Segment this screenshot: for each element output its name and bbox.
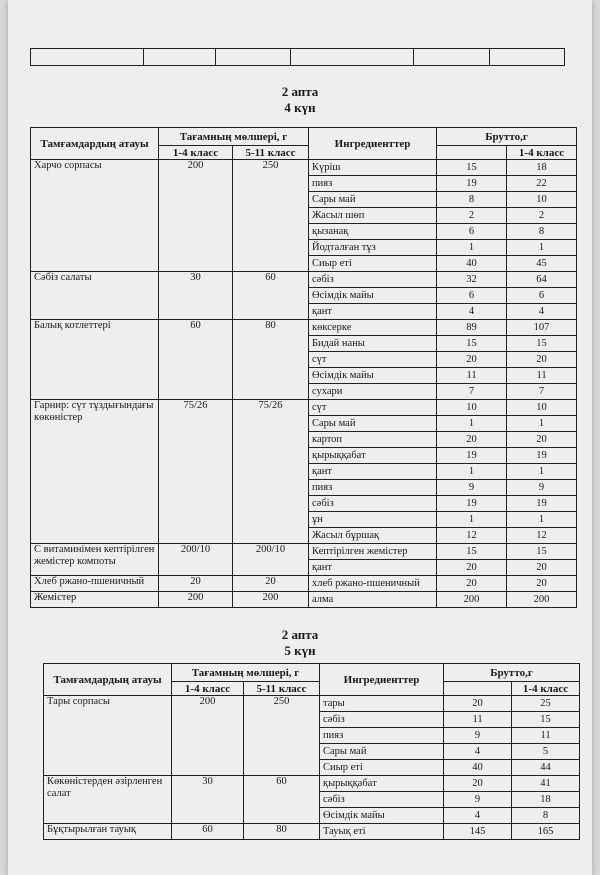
ingredient-name: хлеб ржано-пшеничный — [309, 576, 437, 592]
brutto-value-1: 40 — [444, 760, 512, 776]
ingredient-name: Өсімдік майы — [309, 288, 437, 304]
document-page — [8, 0, 592, 875]
ingredient-name: қызанақ — [309, 224, 437, 240]
day5-menu-table — [43, 663, 580, 840]
dish-name: Балық котлеттері — [31, 320, 159, 400]
portion-grade2: 200 — [233, 592, 309, 608]
grade2-header: 5-11 класс — [233, 146, 309, 160]
brutto-value-2: 19 — [507, 448, 577, 464]
ingredients-header: Ингредиенттер — [309, 128, 437, 160]
brutto-value-2: 20 — [507, 560, 577, 576]
ingredients-header: Ингредиенттер — [320, 664, 444, 696]
brutto-value-2: 11 — [507, 368, 577, 384]
ingredient-row — [44, 776, 580, 792]
brutto-value-1: 11 — [444, 712, 512, 728]
brutto-value-2: 15 — [512, 712, 580, 728]
day5-body — [44, 696, 580, 840]
brutto-value-2: 22 — [507, 176, 577, 192]
brutto-value-1: 20 — [437, 432, 507, 448]
brutto-value-1: 200 — [437, 592, 507, 608]
brutto-value-2: 5 — [512, 744, 580, 760]
portion-grade2: 80 — [233, 320, 309, 400]
brutto-value-1: 9 — [437, 480, 507, 496]
brutto-value-1: 19 — [437, 176, 507, 192]
portion-grade1: 200/10 — [159, 544, 233, 576]
brutto-value-1: 4 — [444, 744, 512, 760]
ingredient-name: сүт — [309, 352, 437, 368]
brutto-value-1: 20 — [437, 352, 507, 368]
portion-grade1: 200 — [172, 696, 244, 776]
brutto-value-2: 18 — [512, 792, 580, 808]
ingredient-name: қант — [309, 560, 437, 576]
brutto-header: Брутто,г — [444, 664, 580, 682]
brutto-value-1: 20 — [437, 560, 507, 576]
portion-grade1: 60 — [172, 824, 244, 840]
brutto-value-1: 20 — [444, 776, 512, 792]
dish-name: Гарнир: сүт тұздығындағы көкөністер — [31, 400, 159, 544]
portion-grade2: 60 — [244, 776, 320, 824]
ingredient-row — [31, 400, 577, 416]
grade1-header: 1-4 класс — [159, 146, 233, 160]
brutto-value-1: 12 — [437, 528, 507, 544]
ingredient-name: Тауық еті — [320, 824, 444, 840]
portion-grade1: 60 — [159, 320, 233, 400]
ingredient-name: Йодталған тұз — [309, 240, 437, 256]
ingredient-row — [44, 824, 580, 840]
portion-grade2: 20 — [233, 576, 309, 592]
dish-name: Сәбіз салаты — [31, 272, 159, 320]
dish-header: Тамғамдардың атауы — [31, 128, 159, 160]
grade1-header: 1-4 класс — [172, 682, 244, 696]
brutto-value-2: 2 — [507, 208, 577, 224]
ingredient-name: Бидай наны — [309, 336, 437, 352]
ingredient-row — [31, 592, 577, 608]
brutto-value-1: 15 — [437, 336, 507, 352]
dish-header: Тамғамдардың атауы — [44, 664, 172, 696]
ingredient-name: пияз — [309, 480, 437, 496]
brutto-header: Брутто,г — [437, 128, 577, 146]
brutto-value-2: 200 — [507, 592, 577, 608]
ingredient-name: сухари — [309, 384, 437, 400]
brutto-value-2: 6 — [507, 288, 577, 304]
ingredient-row — [31, 576, 577, 592]
ingredient-name: Сиыр еті — [309, 256, 437, 272]
brutto-value-2: 20 — [507, 352, 577, 368]
day4-body — [31, 160, 577, 608]
brutto-value-1: 4 — [444, 808, 512, 824]
brutto-value-2: 165 — [512, 824, 580, 840]
ingredient-name: Өсімдік майы — [309, 368, 437, 384]
ingredient-name: көксерке — [309, 320, 437, 336]
dish-name: Хлеб ржано-пшеничный — [31, 576, 159, 592]
portion-grade1: 30 — [159, 272, 233, 320]
portion-grade2: 250 — [233, 160, 309, 272]
brutto-value-2: 45 — [507, 256, 577, 272]
ingredient-name: алма — [309, 592, 437, 608]
ingredient-name: ұн — [309, 512, 437, 528]
brutto-value-2: 18 — [507, 160, 577, 176]
dish-name: Бұқтырылған тауық — [44, 824, 172, 840]
portion-grade2: 200/10 — [233, 544, 309, 576]
ingredient-name: сәбіз — [320, 792, 444, 808]
brutto-value-1: 145 — [444, 824, 512, 840]
dish-name: Көкөністерден әзірленген салат — [44, 776, 172, 824]
brutto-value-1: 8 — [437, 192, 507, 208]
brutto-value-1: 32 — [437, 272, 507, 288]
ingredient-row — [44, 696, 580, 712]
brutto-value-2: 107 — [507, 320, 577, 336]
brutto-value-2: 4 — [507, 304, 577, 320]
brutto-value-2: 44 — [512, 760, 580, 776]
brutto-value-2: 7 — [507, 384, 577, 400]
ingredient-name: Жасыл шөп — [309, 208, 437, 224]
brutto-col-empty — [444, 682, 512, 696]
week-heading-1: 2 апта — [281, 84, 319, 99]
ingredient-name: Сиыр еті — [320, 760, 444, 776]
ingredient-name: тары — [320, 696, 444, 712]
portion-grade2: 250 — [244, 696, 320, 776]
brutto-value-2: 12 — [507, 528, 577, 544]
brutto-value-1: 9 — [444, 792, 512, 808]
ingredient-name: қырыққабат — [309, 448, 437, 464]
ingredient-name: сүт — [309, 400, 437, 416]
brutto-value-1: 20 — [444, 696, 512, 712]
brutto-value-1: 9 — [444, 728, 512, 744]
previous-table-fragment — [30, 48, 565, 66]
portion-grade1: 200 — [159, 160, 233, 272]
ingredient-name: сәбіз — [320, 712, 444, 728]
ingredient-name: пияз — [320, 728, 444, 744]
brutto-value-2: 1 — [507, 240, 577, 256]
ingredient-name: Жасыл бұршақ — [309, 528, 437, 544]
portion-grade2: 60 — [233, 272, 309, 320]
brutto-value-1: 89 — [437, 320, 507, 336]
brutto-value-1: 1 — [437, 416, 507, 432]
dish-name: С витаминімен кептірілген жемістер компоты — [31, 544, 159, 576]
portion-grade1: 75/26 — [159, 400, 233, 544]
brutto-value-1: 11 — [437, 368, 507, 384]
brutto-value-2: 10 — [507, 192, 577, 208]
brutto-value-1: 40 — [437, 256, 507, 272]
brutto-value-1: 2 — [437, 208, 507, 224]
ingredient-name: картоп — [309, 432, 437, 448]
ingredient-name: сәбіз — [309, 496, 437, 512]
ingredient-row — [31, 160, 577, 176]
portion-header: Тағамның мөлшері, г — [172, 664, 320, 682]
brutto-value-2: 19 — [507, 496, 577, 512]
ingredient-name: Өсімдік майы — [320, 808, 444, 824]
brutto-value-2: 25 — [512, 696, 580, 712]
ingredient-name: Сары май — [309, 416, 437, 432]
ingredient-name: қырыққабат — [320, 776, 444, 792]
day4-menu-table — [30, 127, 577, 608]
ingredient-row — [31, 272, 577, 288]
brutto-value-2: 41 — [512, 776, 580, 792]
brutto-col-empty — [437, 146, 507, 160]
portion-header: Тағамның мөлшері, г — [159, 128, 309, 146]
brutto-value-1: 10 — [437, 400, 507, 416]
brutto-value-1: 6 — [437, 288, 507, 304]
brutto-value-2: 1 — [507, 416, 577, 432]
brutto-value-1: 7 — [437, 384, 507, 400]
brutto-value-2: 20 — [507, 432, 577, 448]
ingredient-row — [31, 320, 577, 336]
brutto-value-2: 15 — [507, 544, 577, 560]
brutto-value-1: 19 — [437, 448, 507, 464]
ingredient-name: Сары май — [320, 744, 444, 760]
brutto-value-1: 1 — [437, 512, 507, 528]
brutto-value-1: 1 — [437, 240, 507, 256]
portion-grade2: 75/26 — [233, 400, 309, 544]
portion-grade2: 80 — [244, 824, 320, 840]
week-heading-2: 2 апта — [281, 627, 319, 642]
brutto-value-1: 1 — [437, 464, 507, 480]
brutto-value-2: 15 — [507, 336, 577, 352]
ingredient-name: қант — [309, 304, 437, 320]
ingredient-name: Сары май — [309, 192, 437, 208]
day4-heading: 4 күн — [284, 100, 316, 115]
brutto-grade-header: 1-4 класс — [512, 682, 580, 696]
brutto-value-2: 8 — [512, 808, 580, 824]
brutto-value-1: 15 — [437, 544, 507, 560]
brutto-grade-header: 1-4 класс — [507, 146, 577, 160]
dish-name: Тары сорпасы — [44, 696, 172, 776]
brutto-value-2: 20 — [507, 576, 577, 592]
brutto-value-2: 8 — [507, 224, 577, 240]
brutto-value-1: 20 — [437, 576, 507, 592]
brutto-value-1: 15 — [437, 160, 507, 176]
portion-grade1: 30 — [172, 776, 244, 824]
ingredient-row — [31, 544, 577, 560]
portion-grade1: 20 — [159, 576, 233, 592]
dish-name: Жемістер — [31, 592, 159, 608]
brutto-value-2: 10 — [507, 400, 577, 416]
ingredient-name: Күріш — [309, 160, 437, 176]
ingredient-name: қант — [309, 464, 437, 480]
brutto-value-2: 1 — [507, 464, 577, 480]
brutto-value-2: 9 — [507, 480, 577, 496]
ingredient-name: пияз — [309, 176, 437, 192]
ingredient-name: сәбіз — [309, 272, 437, 288]
ingredient-name: Кептірілген жемістер — [309, 544, 437, 560]
day5-heading: 5 күн — [284, 643, 316, 658]
brutto-value-2: 64 — [507, 272, 577, 288]
brutto-value-1: 4 — [437, 304, 507, 320]
brutto-value-2: 1 — [507, 512, 577, 528]
brutto-value-1: 19 — [437, 496, 507, 512]
portion-grade1: 200 — [159, 592, 233, 608]
brutto-value-2: 11 — [512, 728, 580, 744]
dish-name: Харчо сорпасы — [31, 160, 159, 272]
brutto-value-1: 6 — [437, 224, 507, 240]
grade2-header: 5-11 класс — [244, 682, 320, 696]
